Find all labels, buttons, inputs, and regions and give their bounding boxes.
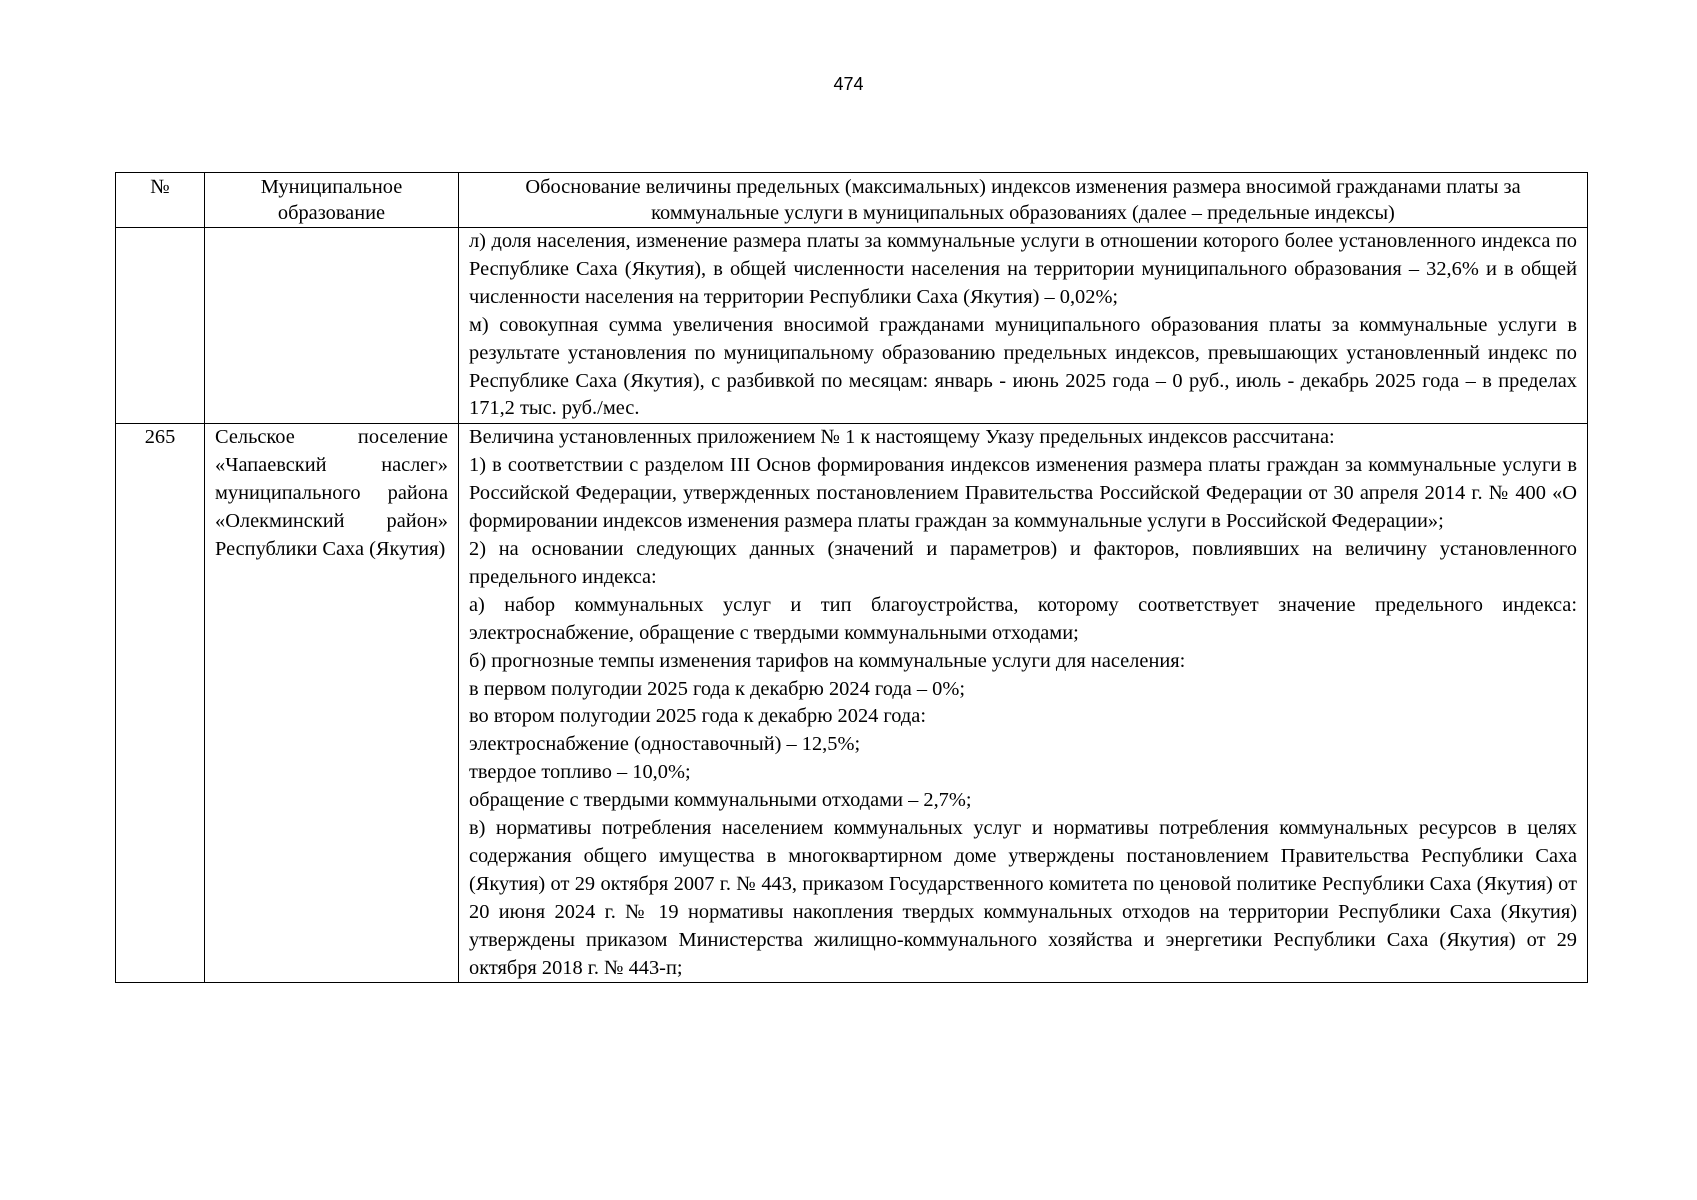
indices-table xyxy=(115,172,1588,983)
table-row xyxy=(116,424,1588,983)
paragraph: б) прогнозные темпы изменения тарифов на коммунальные услуги для населения: xyxy=(469,649,1186,672)
table-row xyxy=(116,228,1588,424)
page-number: 474 xyxy=(833,74,864,94)
row-justification xyxy=(459,228,1588,424)
paragraph: 1) в соответствии с разделом III Основ формирования индексов изменения размера платы граждан за коммунальные услуги в Российской Федерации, утвержденных постановлением Правительства Российской Федерации от 30 апреля 2014 г. № 400 «О формировании индексов изменения размера платы граждан за коммунальные услуги в Российской Федерации»; xyxy=(469,454,1577,533)
paragraph: обращение с твердыми коммунальными отходами – 2,7%; xyxy=(469,789,972,812)
paragraph: твердое топливо – 10,0%; xyxy=(469,761,691,784)
header-justification: Обоснование величины предельных (максимальных) индексов изменения размера вносимой гражданами платы за коммунальные услуги в муниципальных образованиях (далее – предельные индексы) xyxy=(459,173,1588,228)
paragraph: м) совокупная сумма увеличения вносимой гражданами муниципального образования платы за коммунальные услуги в результате установления по муниципальному образованию предельных индексов, превышающих установленный индекс по Республике Саха (Якутия), с разбивкой по месяцам: январь - июнь 2025 года – 0 руб., июль - декабрь 2025 года – в пределах 171,2 тыс. руб./мес. xyxy=(469,313,1577,420)
row-justification xyxy=(459,424,1588,983)
table-header-row xyxy=(116,173,1588,228)
paragraph: в первом полугодии 2025 года к декабрю 2024 года – 0%; xyxy=(469,677,965,700)
paragraph: в) нормативы потребления населением коммунальных услуг и нормативы потребления коммунальных ресурсов в целях содержания общего имущества в многоквартирном доме утверждены постановлением Правительства Республики Саха (Якутия) от 29 октября 2007 г. № 443, приказом Государственного комитета по ценовой политике Республики Саха (Якутия) от 20 июня 2024 г. № 19 нормативы накопления твердых коммунальных отходов на территории Республики Саха (Якутия) утверждены приказом Министерства жилищно-коммунального хозяйства и энергетики Республики Саха (Якутия) от 29 октября 2018 г. № 443-п; xyxy=(469,817,1577,979)
paragraph: а) набор коммунальных услуг и тип благоустройства, которому соответствует значение предельного индекса: электроснабжение, обращение с твердыми коммунальными отходами; xyxy=(469,593,1577,644)
paragraph: 2) на основании следующих данных (значений и параметров) и факторов, повлиявших на величину установленного предельного индекса: xyxy=(469,537,1577,588)
row-number xyxy=(116,228,205,424)
header-number: № xyxy=(116,173,205,228)
header-municipality: Муниципальное образование xyxy=(205,173,459,228)
row-number: 265 xyxy=(116,424,205,983)
row-municipality: Сельское поселение «Чапаевский наслег» муниципального района «Олекминский район» Республики Саха (Якутия) xyxy=(205,424,459,983)
paragraph: л) доля населения, изменение размера платы за коммунальные услуги в отношении которого более установленного индекса по Республике Саха (Якутия), в общей численности населения на территории муниципального образования – 32,6% и в общей численности населения на территории Республики Саха (Якутия) – 0,02%; xyxy=(469,230,1577,308)
paragraph: Величина установленных приложением № 1 к настоящему Указу предельных индексов рассчитана: xyxy=(469,426,1335,449)
paragraph: электроснабжение (одноставочный) – 12,5%; xyxy=(469,733,861,756)
row-municipality xyxy=(205,228,459,424)
paragraph: во втором полугодии 2025 года к декабрю 2024 года: xyxy=(469,705,926,728)
